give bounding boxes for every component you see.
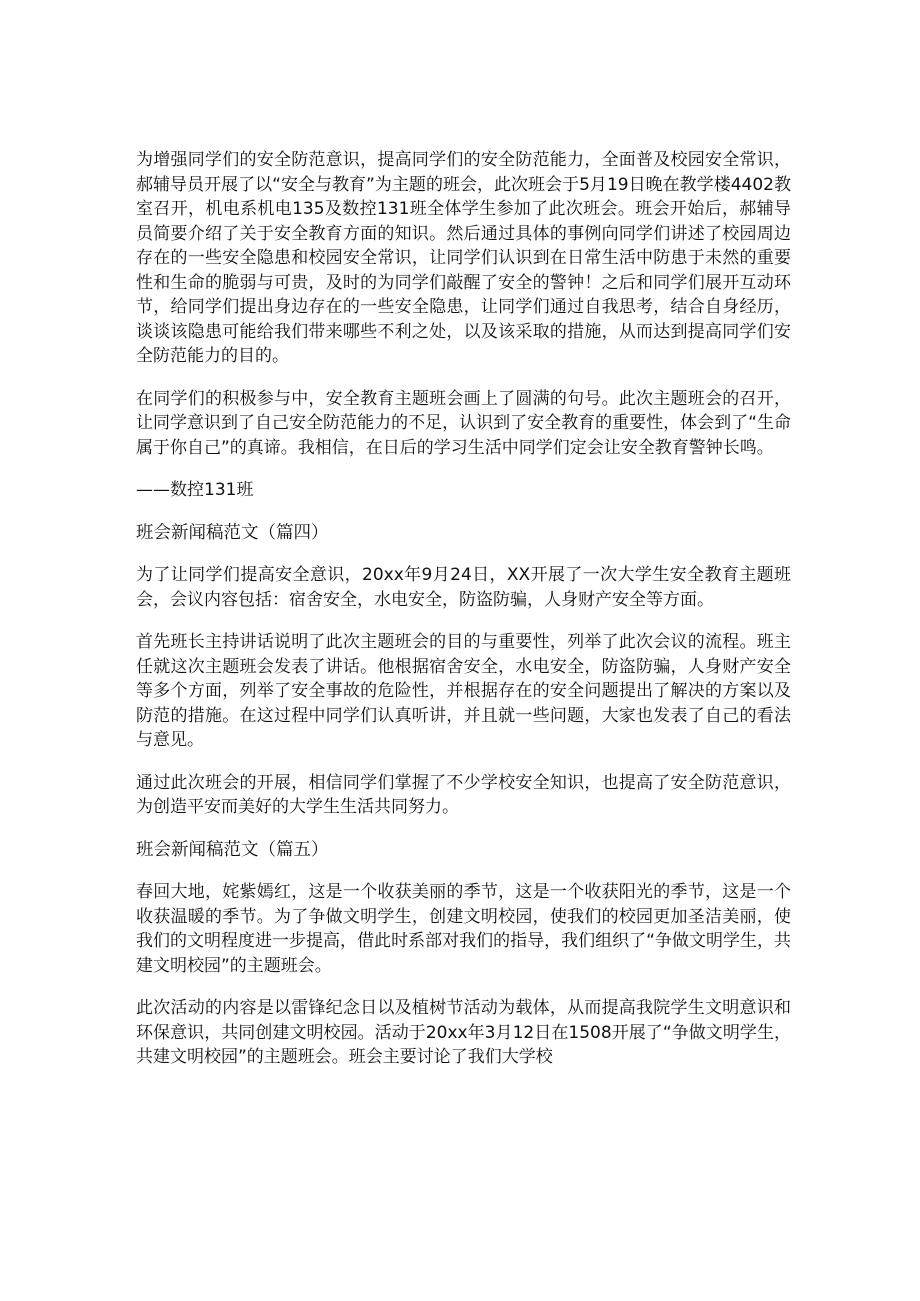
signoff-class-131: ——数控131班 <box>136 480 254 500</box>
paragraph-part-four-intro: 为了让同学们提高安全意识，20xx年9月24日，XX开展了一次大学生安全教育主题班会，会议内容包括：宿舍安全，水电安全，防盗防骗，人身财产安全等方面。 <box>136 565 791 610</box>
paragraph-part-four-process: 首先班长主持讲话说明了此次主题班会的目的与重要性，列举了此次会议的流程。班主任就这次主题班会发表了讲话。他根据宿舍安全，水电安全，防盗防骗，人身财产安全等多个方面，列举了安全事故的危险性，并根据存在的安全问题提出了解决的方案以及防范的措施。在这过程中同学们认真听讲，并且就一些问题，大家也发表了自己的看法与意见。 <box>136 632 791 750</box>
paragraph-meeting-conclusion: 在同学们的积极参与中，安全教育主题班会画上了圆满的句号。此次主题班会的召开，让同学意识到了自己安全防范能力的不足，认识到了安全教育的重要性，体会到了“生命属于你自己”的真谛。我相信，在日后的学习生活中同学们定会让安全教育警钟长鸣。 <box>136 388 791 458</box>
paragraph-part-four-conclusion: 通过此次班会的开展，相信同学们掌握了不少学校安全知识，也提高了安全防范意识，为创造平安而美好的大学生生活共同努力。 <box>136 772 791 817</box>
section-heading-part-four: 班会新闻稿范文（篇四） <box>136 522 329 543</box>
document-page <box>136 148 791 1088</box>
paragraph-intro-safety-meeting: 为增强同学们的安全防范意识，提高同学们的安全防范能力，全面普及校园安全常识，郝辅导员开展了以“安全与教育”为主题的班会，此次班会于5月19日晚在教学楼4402教室召开，机电系机电135及数控131班全体学生参加了此次班会。班会开始后，郝辅导员简要介绍了关于安全教育方面的知识。然后通过具体的事例向同学们讲述了校园周边存在的一些安全隐患和校园安全常识，让同学们认识到在日常生活中防患于未然的重要性和生命的脆弱与可贵，及时的为同学们敲醒了安全的警钟！之后和同学们展开互动环节，给同学们提出身边存在的一些安全隐患，让同学们通过自我思考，结合自身经历，谈谈该隐患可能给我们带来哪些不利之处，以及该采取的措施，从而达到提高同学们安全防范能力的目的。 <box>136 150 791 366</box>
paragraph-part-five-activity: 此次活动的内容是以雷锋纪念日以及植树节活动为载体，从而提高我院学生文明意识和环保意识，共同创建文明校园。活动于20xx年3月12日在1508开展了“争做文明学生，共建文明校园”的主题班会。班会主要讨论了我们大学校 <box>136 998 791 1067</box>
paragraph-part-five-intro: 春回大地，姹紫嫣红，这是一个收获美丽的季节，这是一个收获阳光的季节，这是一个收获温暖的季节。为了争做文明学生，创建文明校园，使我们的校园更加圣洁美丽，使我们的文明程度进一步提高，借此时系部对我们的指导，我们组织了“争做文明学生，共建文明校园”的主题班会。 <box>136 882 791 976</box>
section-heading-part-five: 班会新闻稿范文（篇五） <box>136 839 329 860</box>
